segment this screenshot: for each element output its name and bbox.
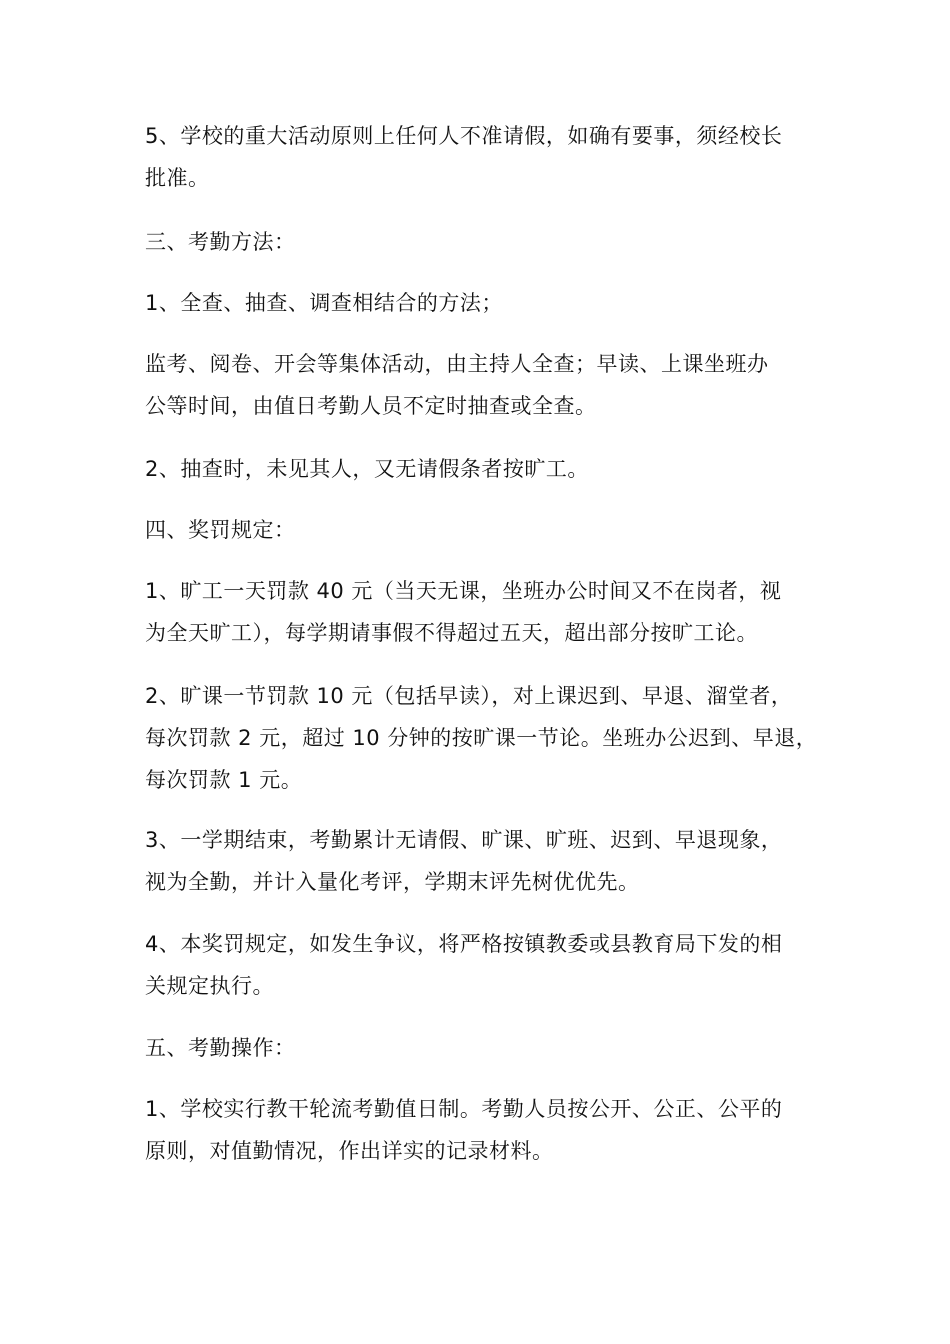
paragraph-full-attendance <box>145 819 810 903</box>
text-line: 2、旷课一节罚款 10 元（包括早读），对上课迟到、早退、溜堂者， <box>145 684 793 708</box>
text-line: 每次罚款 2 元，超过 10 分钟的按旷课一节论。坐班办公迟到、早退， <box>145 726 818 750</box>
paragraph-full-check <box>145 343 810 427</box>
paragraph-leave-approval <box>145 115 810 199</box>
section-heading-attendance-operation <box>145 1027 810 1069</box>
text-line: 公等时间，由值日考勤人员不定时抽查或全查。 <box>145 394 597 418</box>
text-line: 1、全查、抽查、调查相结合的方法； <box>145 291 503 315</box>
text-line: 4、本奖罚规定，如发生争议，将严格按镇教委或县教育局下发的相 <box>145 932 783 956</box>
text-line: 三、考勤方法： <box>145 230 296 254</box>
text-line: 为全天旷工），每学期请事假不得超过五天，超出部分按旷工论。 <box>145 621 758 645</box>
text-line: 关规定执行。 <box>145 974 274 998</box>
text-line: 原则，对值勤情况，作出详实的记录材料。 <box>145 1139 554 1163</box>
text-line: 监考、阅卷、开会等集体活动，由主持人全查；早读、上课坐班办 <box>145 352 769 376</box>
paragraph-absence-penalty <box>145 570 810 654</box>
paragraph-dispute-rule <box>145 923 810 1007</box>
text-line: 每次罚款 1 元。 <box>145 768 303 792</box>
text-line: 3、一学期结束，考勤累计无请假、旷课、旷班、迟到、早退现象， <box>145 828 783 852</box>
text-line: 视为全勤，并计入量化考评，学期末评先树优优先。 <box>145 870 640 894</box>
section-heading-rewards-penalties <box>145 509 810 551</box>
paragraph-class-absence-penalty <box>145 675 818 801</box>
text-line: 四、奖罚规定： <box>145 518 296 542</box>
section-heading-attendance-method <box>145 221 810 263</box>
text-line: 批准。 <box>145 166 210 190</box>
text-line: 五、考勤操作： <box>145 1036 296 1060</box>
text-line: 1、旷工一天罚款 40 元（当天无课，坐班办公时间又不在岗者，视 <box>145 579 782 603</box>
paragraph-duty-rotation <box>145 1088 810 1172</box>
text-line: 5、学校的重大活动原则上任何人不准请假，如确有要事，须经校长 <box>145 124 783 148</box>
text-line: 2、抽查时，未见其人，又无请假条者按旷工。 <box>145 457 589 481</box>
paragraph-spot-check <box>145 448 810 490</box>
paragraph-check-methods <box>145 282 810 324</box>
text-line: 1、学校实行教干轮流考勤值日制。考勤人员按公开、公正、公平的 <box>145 1097 783 1121</box>
